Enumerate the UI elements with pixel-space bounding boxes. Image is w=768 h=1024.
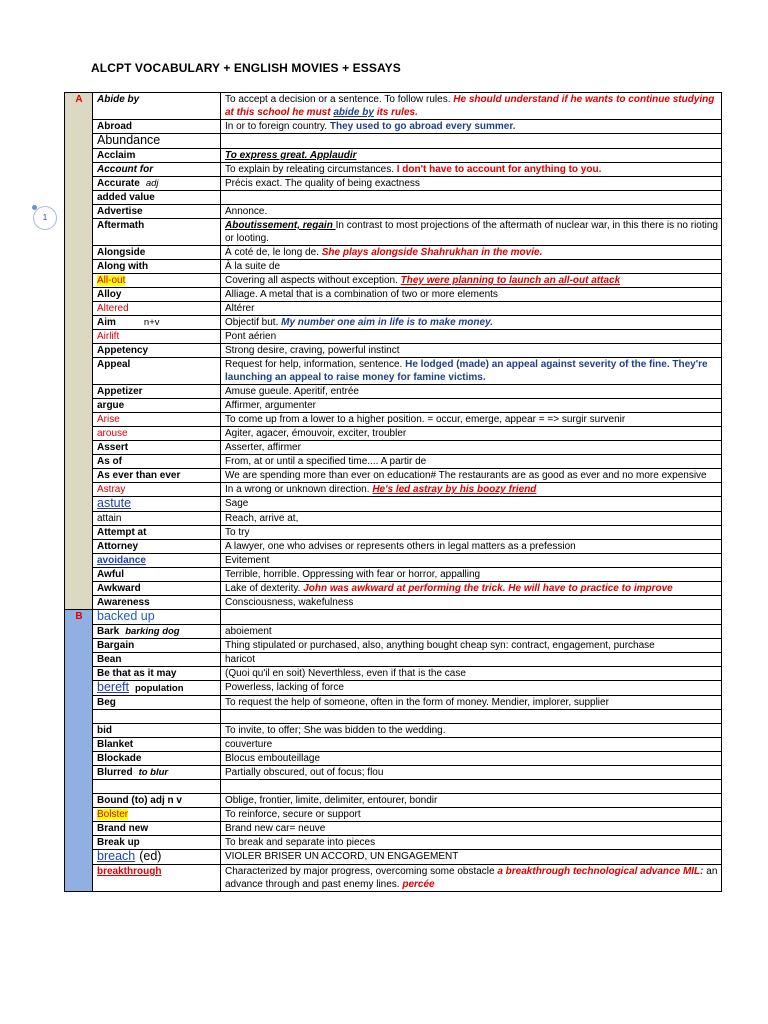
term-label: Alloy bbox=[97, 289, 122, 300]
term-cell bbox=[93, 385, 221, 399]
term-cell bbox=[93, 246, 221, 260]
term-cell bbox=[93, 766, 221, 780]
term-cell bbox=[93, 596, 221, 610]
definition-cell bbox=[221, 653, 722, 667]
definition-text: Asserter, affirmer bbox=[225, 442, 301, 453]
definition-text: A lawyer, one who advises or represents others in legal matters as a prefession bbox=[225, 541, 576, 552]
definition-cell bbox=[221, 808, 722, 822]
term-label: attain bbox=[97, 513, 122, 524]
definition-text: Evitement bbox=[225, 555, 270, 566]
definition-cell bbox=[221, 822, 722, 836]
table-row bbox=[65, 681, 722, 696]
definition-cell bbox=[221, 413, 722, 427]
table-row bbox=[65, 149, 722, 163]
definition-cell bbox=[221, 568, 722, 582]
term-cell bbox=[93, 344, 221, 358]
table-row bbox=[65, 344, 722, 358]
term-cell bbox=[93, 850, 221, 865]
term-cell bbox=[93, 724, 221, 738]
definition-text: Brand new car= neuve bbox=[225, 823, 326, 834]
term-cell bbox=[93, 330, 221, 344]
term-label: Break up bbox=[97, 837, 140, 848]
term-label: Account for bbox=[97, 164, 154, 175]
vocabulary-table-body bbox=[65, 93, 722, 892]
table-row bbox=[65, 625, 722, 639]
term-cell bbox=[93, 120, 221, 134]
definition-cell bbox=[221, 191, 722, 205]
term-label: Accurate bbox=[97, 178, 140, 189]
table-row bbox=[65, 134, 722, 149]
definition-text: Annonce. bbox=[225, 206, 268, 217]
term-cell bbox=[93, 780, 221, 794]
definition-text: Aboutissement, regain bbox=[225, 220, 336, 231]
definition-text: Strong desire, craving, powerful instinct bbox=[225, 345, 400, 356]
definition-text: aboiement bbox=[225, 626, 272, 637]
definition-text: To explain by releating circumstances. bbox=[225, 164, 397, 175]
definition-text: They were planning to launch an all-out attack bbox=[400, 275, 621, 286]
term-label: Abide by bbox=[97, 94, 140, 105]
term-label: Appetency bbox=[97, 345, 149, 356]
term-cell bbox=[93, 710, 221, 724]
definition-text: From, at or until a specified time.... A partir de bbox=[225, 456, 427, 467]
definition-cell bbox=[221, 836, 722, 850]
term-label: Bark bbox=[97, 626, 120, 637]
term-suffix: barking dog bbox=[125, 626, 180, 637]
definition-text: Sage bbox=[225, 498, 249, 509]
term-cell bbox=[93, 177, 221, 191]
vocabulary-table bbox=[64, 92, 722, 892]
term-suffix: to blur bbox=[138, 767, 169, 778]
definition-cell bbox=[221, 681, 722, 696]
definition-cell bbox=[221, 441, 722, 455]
term-cell bbox=[93, 302, 221, 316]
definition-cell bbox=[221, 302, 722, 316]
term-label: Brand new bbox=[97, 823, 149, 834]
definition-text: In or to foreign country. bbox=[225, 121, 330, 132]
definition-text: abide by bbox=[333, 107, 374, 118]
table-row bbox=[65, 710, 722, 724]
term-label: astute bbox=[97, 496, 132, 510]
definition-cell bbox=[221, 316, 722, 330]
term-label: avoidance bbox=[97, 555, 146, 566]
term-suffix: (ed) bbox=[139, 849, 162, 863]
term-label: bereft bbox=[97, 680, 129, 694]
term-cell bbox=[93, 808, 221, 822]
term-cell bbox=[93, 696, 221, 710]
term-cell bbox=[93, 288, 221, 302]
table-row bbox=[65, 696, 722, 710]
term-label: Awareness bbox=[97, 597, 150, 608]
definition-text: MIL: bbox=[682, 866, 704, 877]
term-label: All-out bbox=[97, 275, 126, 286]
definition-text: To reinforce, secure or support bbox=[225, 809, 361, 820]
term-cell bbox=[93, 526, 221, 540]
table-row bbox=[65, 93, 722, 120]
definition-text: They used to go abroad every summer. bbox=[329, 121, 516, 132]
term-label: added value bbox=[97, 192, 155, 203]
term-label: breach bbox=[97, 849, 136, 863]
term-cell bbox=[93, 681, 221, 696]
term-cell bbox=[93, 540, 221, 554]
term-cell bbox=[93, 836, 221, 850]
table-row bbox=[65, 639, 722, 653]
term-label: Aim bbox=[97, 317, 116, 328]
definition-text: To invite, to offer; She was bidden to the wedding. bbox=[225, 725, 446, 736]
definition-cell bbox=[221, 752, 722, 766]
term-cell bbox=[93, 441, 221, 455]
term-cell bbox=[93, 219, 221, 246]
definition-text: percée bbox=[402, 879, 435, 890]
definition-text: Lake of dexterity. bbox=[225, 583, 304, 594]
table-row bbox=[65, 512, 722, 526]
table-row bbox=[65, 469, 722, 483]
term-label: arouse bbox=[97, 428, 128, 439]
term-label: Aftermath bbox=[97, 220, 145, 231]
section-letter-a: A bbox=[65, 93, 93, 610]
term-cell bbox=[93, 865, 221, 892]
definition-text: In contrast to most projections of the aftermath of nuclear war, in this there is no rioting or looting. bbox=[225, 220, 718, 244]
definition-text: He lodged (made) an appeal against severity of the fine. They're launching an appeal to raise money for famine victims. bbox=[225, 359, 708, 383]
definition-cell bbox=[221, 526, 722, 540]
badge-dot-icon bbox=[32, 205, 37, 210]
table-row bbox=[65, 330, 722, 344]
table-row bbox=[65, 766, 722, 780]
term-cell bbox=[93, 653, 221, 667]
definition-cell bbox=[221, 625, 722, 639]
term-label: Assert bbox=[97, 442, 129, 453]
table-row bbox=[65, 596, 722, 610]
term-label: backed up bbox=[97, 609, 155, 623]
table-row bbox=[65, 653, 722, 667]
definition-cell bbox=[221, 330, 722, 344]
definition-text: Affirmer, argumenter bbox=[225, 400, 316, 411]
definition-text: Pont aérien bbox=[225, 331, 277, 342]
term-label: Beg bbox=[97, 697, 116, 708]
definition-text: an advance through and past enemy lines. bbox=[225, 866, 718, 890]
term-cell bbox=[93, 149, 221, 163]
table-row bbox=[65, 385, 722, 399]
definition-text: Covering all aspects without exception. bbox=[225, 275, 401, 286]
definition-text: John was awkward at performing the trick. He will have to practice to improve bbox=[303, 583, 673, 594]
table-row bbox=[65, 836, 722, 850]
definition-cell bbox=[221, 554, 722, 568]
term-label: bid bbox=[97, 725, 112, 736]
definition-cell bbox=[221, 177, 722, 191]
term-cell bbox=[93, 358, 221, 385]
term-cell bbox=[93, 568, 221, 582]
definition-cell bbox=[221, 469, 722, 483]
term-cell bbox=[93, 639, 221, 653]
term-cell bbox=[93, 455, 221, 469]
definition-text: À coté de, le long de. bbox=[225, 247, 322, 258]
term-label: As ever than ever bbox=[97, 470, 181, 481]
definition-cell bbox=[221, 667, 722, 681]
definition-text: Agiter, agacer, émouvoir, exciter, troubler bbox=[225, 428, 407, 439]
term-cell bbox=[93, 205, 221, 219]
term-cell bbox=[93, 483, 221, 497]
term-cell bbox=[93, 469, 221, 483]
definition-text: (Quoi qu'il en soit) Neverthless, even if that is the case bbox=[225, 668, 466, 679]
definition-text: Amuse gueule. Aperitif, entrée bbox=[225, 386, 359, 397]
definition-cell bbox=[221, 512, 722, 526]
term-cell bbox=[93, 274, 221, 288]
definition-cell bbox=[221, 639, 722, 653]
table-row bbox=[65, 497, 722, 512]
term-cell bbox=[93, 667, 221, 681]
table-row bbox=[65, 526, 722, 540]
definition-text: Alliage. A metal that is a combination of two or more elements bbox=[225, 289, 498, 300]
term-cell bbox=[93, 582, 221, 596]
definition-cell bbox=[221, 766, 722, 780]
term-label: Be that as it may bbox=[97, 668, 177, 679]
definition-text: Oblige, frontier, limite, delimiter, entourer, bondir bbox=[225, 795, 438, 806]
definition-cell bbox=[221, 344, 722, 358]
term-cell bbox=[93, 610, 221, 625]
term-label: Alongside bbox=[97, 247, 146, 258]
term-cell bbox=[93, 260, 221, 274]
table-row bbox=[65, 316, 722, 330]
definition-text: Précis exact. The quality of being exactness bbox=[225, 178, 420, 189]
definition-text: She plays alongside Shahrukhan in the movie. bbox=[321, 247, 543, 258]
table-row bbox=[65, 752, 722, 766]
definition-text: Consciousness, wakefulness bbox=[225, 597, 354, 608]
definition-cell bbox=[221, 780, 722, 794]
definition-cell bbox=[221, 540, 722, 554]
term-suffix: adj bbox=[145, 178, 159, 189]
definition-cell bbox=[221, 865, 722, 892]
table-row bbox=[65, 246, 722, 260]
table-row bbox=[65, 288, 722, 302]
definition-text: its rules. bbox=[373, 107, 418, 118]
definition-text: To try bbox=[225, 527, 250, 538]
term-label: Arise bbox=[97, 414, 120, 425]
table-row bbox=[65, 582, 722, 596]
definition-cell bbox=[221, 399, 722, 413]
term-label: Awkward bbox=[97, 583, 141, 594]
table-row bbox=[65, 780, 722, 794]
table-row bbox=[65, 850, 722, 865]
definition-cell bbox=[221, 582, 722, 596]
term-cell bbox=[93, 316, 221, 330]
term-suffix: population bbox=[134, 683, 184, 694]
term-label: Blockade bbox=[97, 753, 142, 764]
definition-text: Powerless, lacking of force bbox=[225, 682, 344, 693]
term-label: Acclaim bbox=[97, 150, 136, 161]
table-row bbox=[65, 413, 722, 427]
term-cell bbox=[93, 625, 221, 639]
definition-text: My number one aim in life is to make money. bbox=[281, 317, 494, 328]
table-row bbox=[65, 724, 722, 738]
table-row bbox=[65, 260, 722, 274]
definition-text: In a wrong or unknown direction. bbox=[225, 484, 373, 495]
term-cell bbox=[93, 738, 221, 752]
term-label: Bolster bbox=[97, 809, 129, 820]
term-label: Altered bbox=[97, 303, 129, 314]
table-row bbox=[65, 441, 722, 455]
term-label: Bound (to) adj n v bbox=[97, 795, 182, 806]
definition-text: Altérer bbox=[225, 303, 255, 314]
table-row bbox=[65, 667, 722, 681]
term-label: As of bbox=[97, 456, 122, 467]
definition-cell bbox=[221, 246, 722, 260]
term-label: argue bbox=[97, 400, 125, 411]
term-label: Attorney bbox=[97, 541, 139, 552]
term-label: Astray bbox=[97, 484, 126, 495]
term-label: Abroad bbox=[97, 121, 132, 132]
definition-text: To express great. Applaudir bbox=[225, 150, 357, 161]
term-cell bbox=[93, 163, 221, 177]
table-row bbox=[65, 794, 722, 808]
table-row bbox=[65, 822, 722, 836]
term-cell bbox=[93, 427, 221, 441]
table-row bbox=[65, 120, 722, 134]
term-cell bbox=[93, 822, 221, 836]
definition-cell bbox=[221, 738, 722, 752]
definition-text: To accept a decision or a sentence. To follow rules. bbox=[225, 94, 454, 105]
term-label: Abundance bbox=[97, 133, 161, 147]
page-title: ALCPT VOCABULARY + ENGLISH MOVIES + ESSAYS bbox=[91, 61, 401, 75]
definition-text: À la suite de bbox=[225, 261, 281, 272]
table-row bbox=[65, 219, 722, 246]
definition-cell bbox=[221, 696, 722, 710]
page-number: 1 bbox=[42, 213, 48, 222]
table-row bbox=[65, 568, 722, 582]
term-cell bbox=[93, 752, 221, 766]
term-label: Bargain bbox=[97, 640, 135, 651]
definition-cell bbox=[221, 93, 722, 120]
definition-cell bbox=[221, 483, 722, 497]
section-letter-b: B bbox=[65, 610, 93, 892]
table-row bbox=[65, 427, 722, 441]
table-row bbox=[65, 274, 722, 288]
definition-cell bbox=[221, 149, 722, 163]
table-row bbox=[65, 455, 722, 469]
table-row bbox=[65, 554, 722, 568]
table-row bbox=[65, 163, 722, 177]
definition-text: haricot bbox=[225, 654, 256, 665]
definition-cell bbox=[221, 358, 722, 385]
definition-cell bbox=[221, 163, 722, 177]
table-row bbox=[65, 191, 722, 205]
page-number-badge bbox=[33, 206, 57, 230]
term-cell bbox=[93, 93, 221, 120]
term-label: Appeal bbox=[97, 359, 131, 370]
definition-cell bbox=[221, 427, 722, 441]
definition-cell bbox=[221, 710, 722, 724]
term-label: Along with bbox=[97, 261, 149, 272]
term-label: Blurred bbox=[97, 767, 133, 778]
term-cell bbox=[93, 134, 221, 149]
term-label: Attempt at bbox=[97, 527, 147, 538]
definition-cell bbox=[221, 724, 722, 738]
term-cell bbox=[93, 497, 221, 512]
definition-text: To come up from a lower to a higher position. = occur, emerge, appear = => surgir survenir bbox=[225, 414, 626, 425]
definition-cell bbox=[221, 455, 722, 469]
term-cell bbox=[93, 413, 221, 427]
definition-text: VIOLER BRISER UN ACCORD, UN ENGAGEMENT bbox=[225, 851, 459, 862]
term-label: Blanket bbox=[97, 739, 134, 750]
definition-text: Terrible, horrible. Oppressing with fear or horror, appalling bbox=[225, 569, 481, 580]
definition-cell bbox=[221, 288, 722, 302]
term-suffix: n+v bbox=[143, 317, 160, 328]
definition-cell bbox=[221, 794, 722, 808]
definition-cell bbox=[221, 120, 722, 134]
term-label: Advertise bbox=[97, 206, 143, 217]
term-label: Appetizer bbox=[97, 386, 143, 397]
definition-cell bbox=[221, 260, 722, 274]
definition-cell bbox=[221, 134, 722, 149]
term-cell bbox=[93, 554, 221, 568]
definition-text: To request the help of someone, often in the form of money. Mendier, implorer, supplier bbox=[225, 697, 609, 708]
table-row bbox=[65, 302, 722, 316]
definition-text: a breakthrough technological advance bbox=[497, 866, 681, 877]
table-row bbox=[65, 399, 722, 413]
definition-text: Thing stipulated or purchased, also, anything bought cheap syn: contract, engagement, purchase bbox=[225, 640, 655, 651]
table-row bbox=[65, 483, 722, 497]
term-label: Awful bbox=[97, 569, 125, 580]
term-cell bbox=[93, 399, 221, 413]
definition-cell bbox=[221, 596, 722, 610]
definition-cell bbox=[221, 219, 722, 246]
definition-text: He's led astray by his boozy friend bbox=[372, 484, 537, 495]
definition-cell bbox=[221, 274, 722, 288]
term-cell bbox=[93, 512, 221, 526]
term-cell bbox=[93, 191, 221, 205]
definition-cell bbox=[221, 385, 722, 399]
definition-text: To break and separate into pieces bbox=[225, 837, 376, 848]
definition-cell bbox=[221, 610, 722, 625]
term-label: Bean bbox=[97, 654, 122, 665]
definition-text: Blocus embouteillage bbox=[225, 753, 321, 764]
table-row bbox=[65, 610, 722, 625]
definition-text: We are spending more than ever on education# The restaurants are as good as ever and no more expensive bbox=[225, 470, 707, 481]
term-cell bbox=[93, 794, 221, 808]
definition-text: couverture bbox=[225, 739, 273, 750]
definition-text: I don't have to account for anything to you. bbox=[396, 164, 602, 175]
definition-text: He should understand if he wants to continue studying at this school he must bbox=[225, 94, 715, 118]
definition-text: Request for help, information, sentence. bbox=[225, 359, 406, 370]
table-row bbox=[65, 865, 722, 892]
table-row bbox=[65, 738, 722, 752]
definition-text: Objectif but. bbox=[225, 317, 282, 328]
table-row bbox=[65, 177, 722, 191]
definition-text: Partially obscured, out of focus; flou bbox=[225, 767, 384, 778]
table-row bbox=[65, 205, 722, 219]
definition-cell bbox=[221, 205, 722, 219]
table-row bbox=[65, 808, 722, 822]
term-label: Airlift bbox=[97, 331, 120, 342]
table-row bbox=[65, 540, 722, 554]
term-label: breakthrough bbox=[97, 866, 162, 877]
definition-text: Reach, arrive at, bbox=[225, 513, 299, 524]
definition-cell bbox=[221, 497, 722, 512]
definition-text: Characterized by major progress, overcoming some obstacle bbox=[225, 866, 498, 877]
definition-cell bbox=[221, 850, 722, 865]
table-row bbox=[65, 358, 722, 385]
